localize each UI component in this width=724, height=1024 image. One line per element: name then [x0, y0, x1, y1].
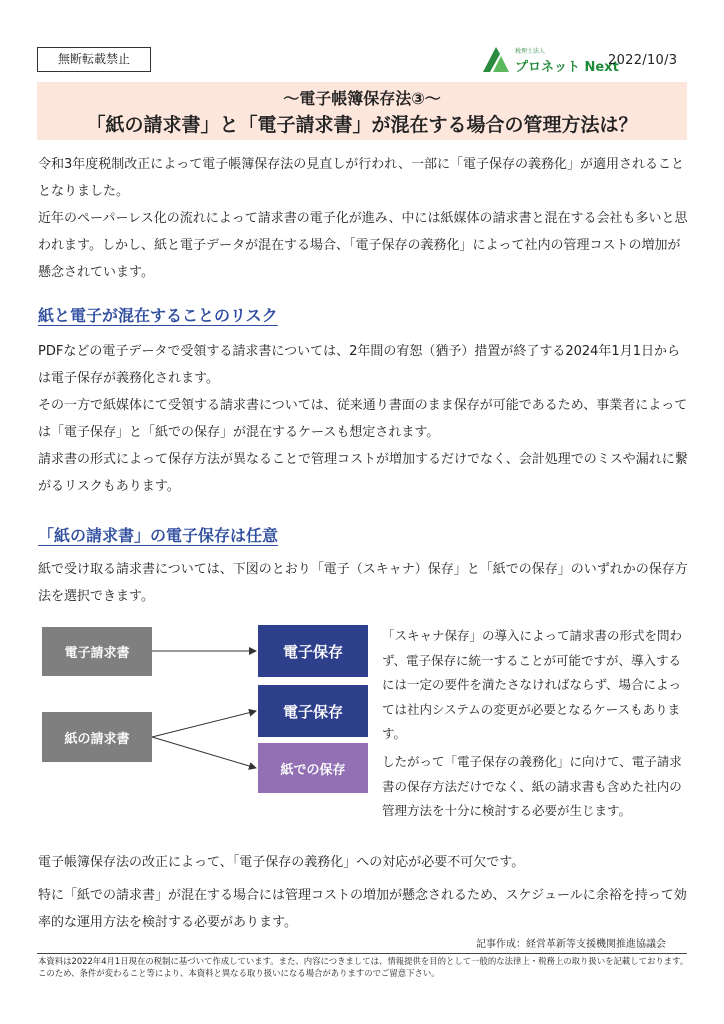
section-heading-risk: 紙と電子が混在することのリスク	[38, 306, 278, 325]
electronic-storage-box-1: 電子保存	[258, 625, 368, 677]
page-title: 「紙の請求書」と「電子請求書」が混在する場合の管理方法は？	[86, 114, 638, 136]
arrow-paper-to-electronic	[152, 711, 256, 737]
logo-subtitle: 税理士法人	[515, 48, 546, 55]
title-banner	[37, 82, 687, 140]
company-logo	[481, 44, 619, 76]
risk-paragraph-2: その一方で紙媒体にて受領する請求書については、従来通り書面のまま保存が可能であるため、事業者によっては「電子保存」と「紙での保存」が混在するケースも想定されます。	[38, 398, 688, 440]
logo-mark-icon	[481, 44, 511, 74]
management-method-note: したがって「電子保存の義務化」に向けて、電子請求書の保存方法だけでなく、紙の請求書も含めた社内の管理方法を十分に検討する必要が生じます。	[382, 754, 682, 818]
logo-name: プロネット Next	[515, 60, 619, 75]
conclusion-paragraph-2: 特に「紙での請求書」が混在する場合には管理コストの増加が懸念されるため、スケジュールに余裕を持って効率的な運用方法を検討する必要があります。	[38, 888, 687, 930]
conclusion-paragraph-1: 電子帳簿保存法の改正によって、「電子保存の義務化」への対応が必要不可欠です。	[38, 855, 525, 870]
paper-invoice-box: 紙の請求書	[42, 712, 152, 762]
publish-date: 2022/10/3	[608, 53, 678, 68]
electronic-storage-box-2: 電子保存	[258, 685, 368, 737]
risk-paragraph-3: 請求書の形式によって保存方法が異なることで管理コストが増加するだけでなく、会計処理でのミスや漏れに繋がるリスクもあります。	[38, 452, 688, 494]
disclaimer-text: 本資料は2022年4月1日現在の税制に基づいて作成しています。また、内容につきましては、情報提供を目的として一般的な法律上・税務上の取り扱いを記載しております。このため、条件が変わること等により、本資料と異なる取り扱いになる場合がありますのでご留意下さい。	[38, 956, 689, 978]
intro-paragraph-1: 令和3年度税制改正によって電子帳簿保存法の見直しが行われ、一部に「電子保存の義務化」が適用されることとなりました。	[38, 157, 685, 199]
footer-divider	[37, 953, 687, 954]
article-credit: 記事作成：経営革新等支援機関推進協議会	[476, 939, 666, 950]
arrow-paper-to-paper	[152, 737, 256, 768]
intro-paragraph-2: 近年のペーパーレス化の流れによって請求書の電子化が進み、中には紙媒体の請求書と混在する会社も多いと思われます。しかし、紙と電子データが混在する場合、「電子保存の義務化」によって社内の管理コストの増加が懸念されています。	[38, 211, 688, 280]
section-heading-optional: 「紙の請求書」の電子保存は任意	[38, 526, 279, 545]
electronic-invoice-box: 電子請求書	[42, 627, 152, 676]
risk-paragraph-1: PDFなどの電子データで受領する請求書については、2年間の宥恕（猶予）措置が終了する2024年1月1日からは電子保存が義務化されます。	[38, 344, 680, 386]
scanner-storage-note: 「スキャナ保存」の導入によって請求書の形式を問わず、電子保存に統一することが可能ですが、導入するには一定の要件を満たさなければならず、場合によっては社内システムの変更が必要となるケースもあります。	[382, 628, 683, 741]
optional-paragraph: 紙で受け取る請求書については、下図のとおり「電子（スキャナ）保存」と「紙での保存」のいずれかの保存方法を選択できます。	[38, 562, 688, 604]
no-reproduction-badge: 無断転載禁止	[37, 47, 151, 72]
paper-storage-box: 紙での保存	[258, 743, 368, 793]
title-subheading: ～電子帳簿保存法③～	[283, 89, 441, 108]
